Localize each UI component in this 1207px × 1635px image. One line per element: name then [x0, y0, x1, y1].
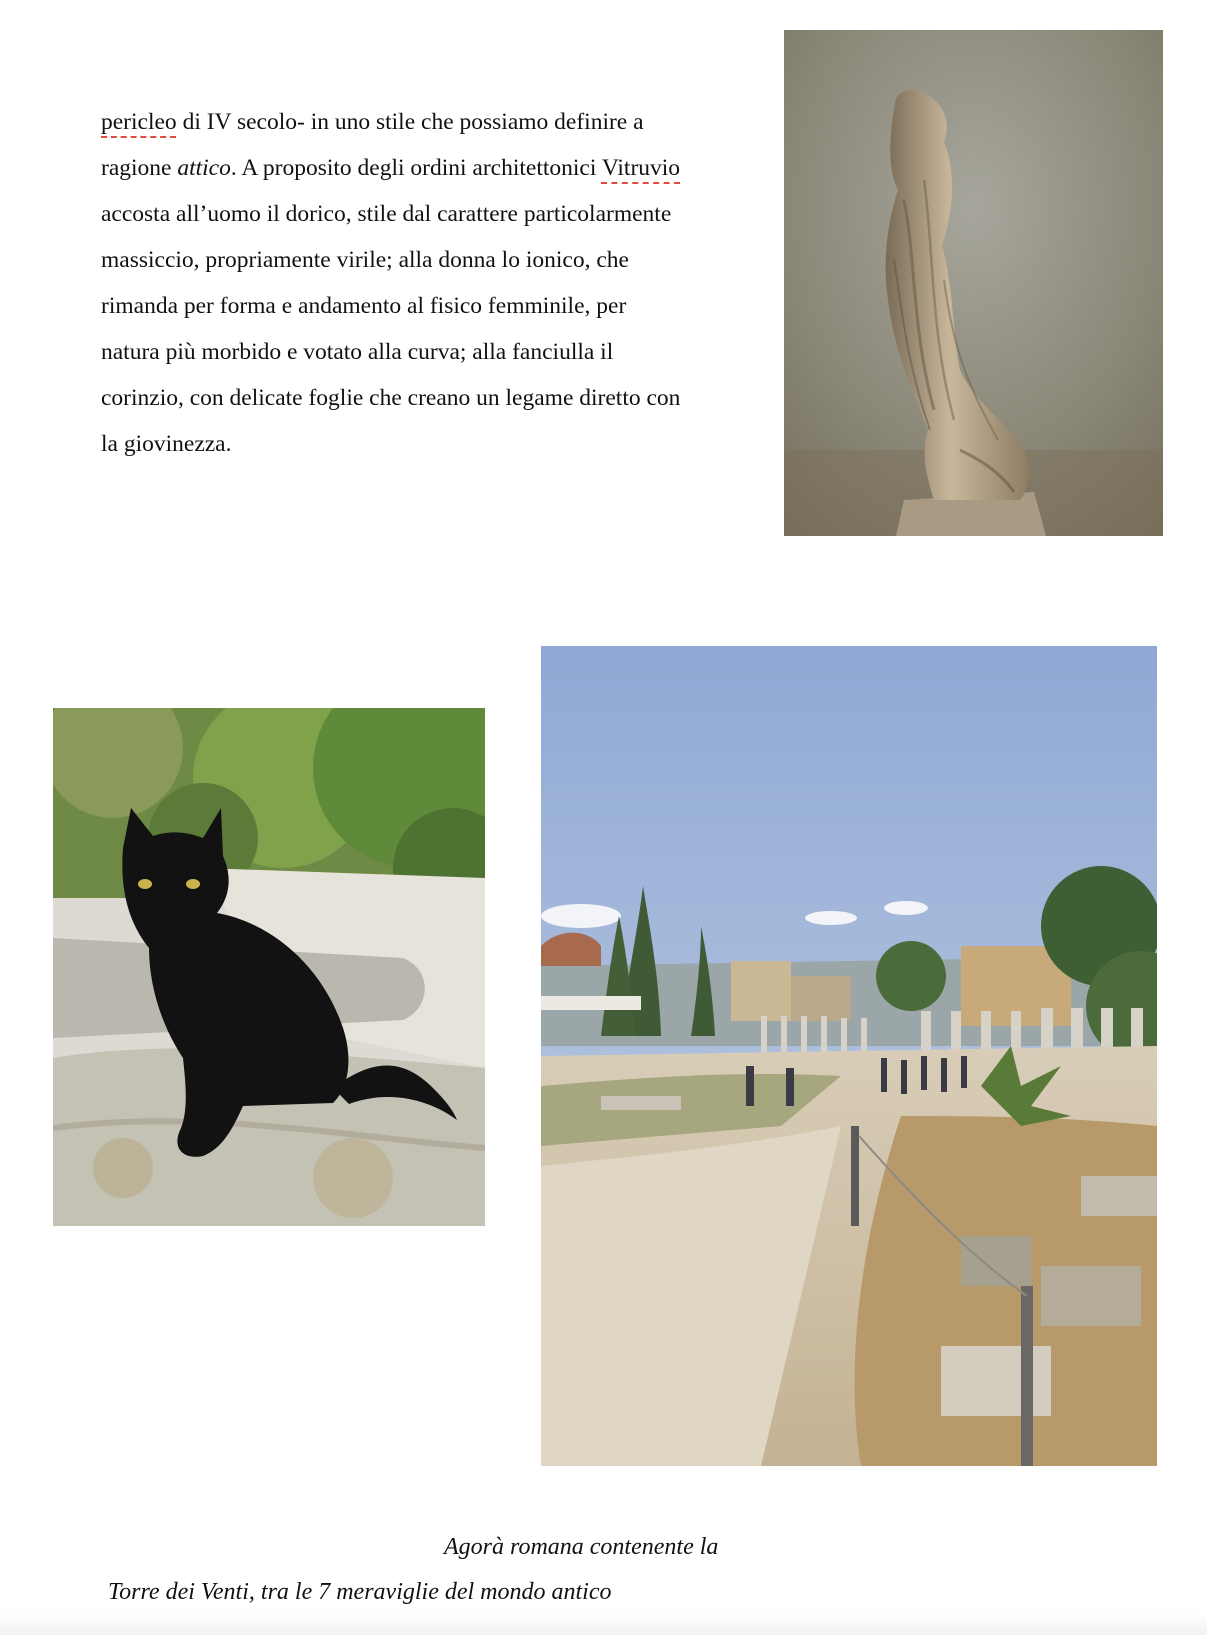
paragraph-line-1: pericleo di IV secolo- in uno stile che possiamo definire a [101, 109, 644, 135]
paragraph-line-4: massiccio, propriamente virile; alla donna lo ionico, che [101, 247, 629, 273]
italic-term: attico [177, 155, 231, 181]
paragraph-line-2: ragione attico. A proposito degli ordini architettonici Vitruvio [101, 155, 681, 181]
paragraph-line-5: rimanda per forma e andamento al fisico femminile, per [101, 293, 627, 319]
cat-image [53, 708, 485, 1226]
photo-caption-line-1: Agorà romana contenente la [444, 1534, 719, 1560]
page-bottom-edge [0, 1612, 1207, 1635]
agora-photo[interactable] [541, 646, 1157, 1466]
body-paragraph [101, 99, 771, 467]
paragraph-line-7: corinzio, con delicate foglie che creano un legame diretto con [101, 385, 681, 411]
paragraph-line-3: accosta all’uomo il dorico, stile dal carattere particolarmente [101, 201, 672, 227]
photo-caption-line-2: Torre dei Venti, tra le 7 meraviglie del mondo antico [108, 1579, 612, 1605]
agora-image [541, 646, 1157, 1466]
paragraph-line-8: la giovinezza. [101, 431, 232, 457]
statue-image [784, 30, 1163, 536]
statue-photo[interactable] [784, 30, 1163, 536]
paragraph-line-6: natura più morbido e votato alla curva; alla fanciulla il [101, 339, 614, 365]
misspelled-word-pericleo[interactable]: pericleo [101, 109, 177, 135]
cat-photo[interactable] [53, 708, 485, 1226]
misspelled-word-vitruvio[interactable]: Vitruvio [601, 155, 681, 181]
